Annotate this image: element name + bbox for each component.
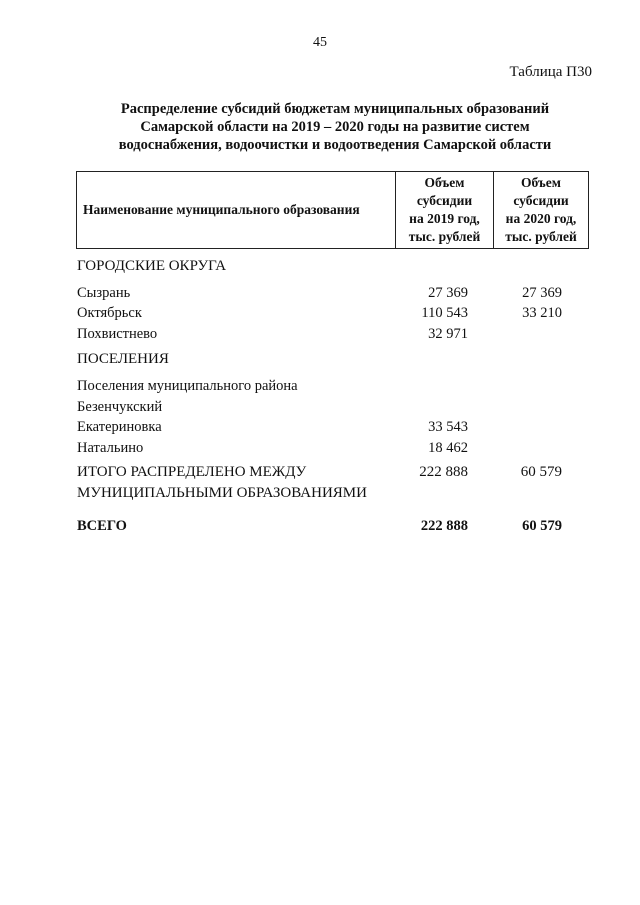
title-line: Распределение субсидий бюджетам муниципальных образований	[120, 101, 550, 117]
row-name: Октябрьск	[77, 305, 142, 321]
table-row-grand-total	[0, 518, 640, 538]
row-name: ПОСЕЛЕНИЯ	[77, 351, 169, 367]
header-2019-column	[396, 172, 494, 248]
row-name: ИТОГО РАСПРЕДЕЛЕНО МЕЖДУ	[77, 464, 307, 480]
row-value-2019: 222 888	[420, 518, 468, 534]
header-name-column: Наименование муниципального образования	[77, 172, 396, 248]
table-row	[0, 399, 640, 419]
row-value-2019: 110 543	[421, 305, 468, 321]
table-row-total-distributed	[0, 464, 640, 484]
row-name: Екатериновка	[77, 419, 162, 435]
table-row	[0, 440, 640, 460]
row-name: МУНИЦИПАЛЬНЫМИ ОБРАЗОВАНИЯМИ	[77, 485, 367, 501]
document-title	[78, 100, 592, 154]
header-2019-line: субсидии	[416, 193, 473, 208]
header-2019-line: на 2019 год,	[409, 211, 480, 226]
title-line: Самарской области на 2019 – 2020 годы на развитие систем	[140, 119, 530, 135]
table-label: Таблица П30	[509, 64, 592, 80]
row-name: Сызрань	[77, 285, 131, 301]
section-heading-city-districts	[0, 258, 640, 278]
header-2019-line: Объем	[424, 175, 465, 190]
row-value-2020: 60 579	[522, 518, 562, 534]
table-row	[0, 326, 640, 346]
row-value-2020: 60 579	[520, 464, 562, 480]
table-row	[0, 419, 640, 439]
table-row	[0, 305, 640, 325]
header-2020-column	[494, 172, 588, 248]
section-heading-settlements	[0, 351, 640, 371]
table-row	[0, 285, 640, 305]
header-2019-line: тыс. рублей	[408, 229, 481, 244]
row-value-2020: 33 210	[522, 305, 562, 321]
page-number: 45	[313, 35, 327, 50]
header-2020-line: субсидии	[513, 193, 569, 208]
row-value-2020: 27 369	[522, 285, 562, 301]
table-header	[76, 171, 589, 249]
header-2020-line: на 2020 год,	[505, 211, 577, 226]
row-name: ВСЕГО	[77, 518, 127, 534]
table-row	[0, 378, 640, 398]
title-line: водоснабжения, водоочистки и водоотведения Самарской области	[118, 137, 552, 153]
row-value-2019: 222 888	[419, 464, 468, 480]
row-name: Натальино	[77, 440, 144, 456]
row-name: ГОРОДСКИЕ ОКРУГА	[77, 258, 227, 274]
row-value-2019: 27 369	[428, 285, 468, 301]
header-2020-line: Объем	[521, 175, 561, 190]
row-name: Поселения муниципального района	[77, 378, 298, 394]
row-value-2019: 32 971	[428, 326, 468, 342]
header-2020-line: тыс. рублей	[505, 229, 577, 244]
row-name: Безенчукский	[77, 399, 163, 415]
row-name: Похвистнево	[77, 326, 158, 342]
table-row-total-distributed-continued	[0, 485, 640, 505]
row-value-2019: 18 462	[428, 440, 468, 456]
row-value-2019: 33 543	[428, 419, 468, 435]
